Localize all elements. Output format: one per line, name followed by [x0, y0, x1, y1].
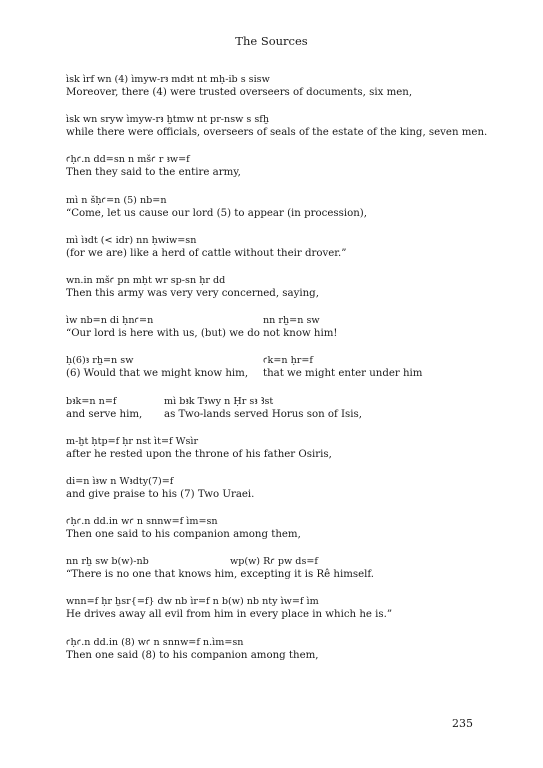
transliteration-line: ꜥḥꜥ.n dd.in wꜥ n snnw=f ìm=sn — [66, 516, 218, 528]
transliteration-line: wnn=f ḥr ḫsr{=f} dw nb ìr=f n b(w) nb nty ìw=f ìm — [66, 596, 319, 608]
transliteration-col-1: bꜣk=n n=f — [66, 395, 117, 407]
page-number: 235 — [452, 717, 473, 730]
translation-line: (for we are) like a herd of cattle without their drover.” — [66, 247, 347, 259]
translation-line: and give praise to his (7) Two Uraei. — [66, 488, 255, 500]
translation-col-2: that we might enter under him — [263, 368, 423, 380]
transliteration-line: wn.in mšꜥ pn mḥt wr sp-sn ḥr dd — [66, 274, 226, 286]
verse-pair — [66, 354, 486, 380]
transliteration-col-1: ḥ(6)ꜣ rḫ=n sw — [66, 355, 134, 367]
transliteration-line: mì n šḥꜥ=n (5) nb=n — [66, 194, 167, 206]
transliteration-line: di=n ìꜣw n Wꜣdty(7)=f — [66, 475, 174, 487]
translation-col-2: as Two-lands served Horus son of Isis, — [164, 408, 363, 420]
verse-pair — [66, 555, 486, 581]
verse-pair — [66, 73, 486, 99]
translation-line — [66, 367, 486, 380]
transliteration-col-1: ìw nb=n di ḥnꜥ=n — [66, 315, 154, 327]
translation-line — [66, 408, 486, 421]
translation-line: “Come, let us cause our lord (5) to appear (in procession), — [66, 207, 367, 219]
verse-pair — [66, 636, 486, 662]
transliteration-col-2: mì bꜣk Tꜣwy n Ḥr sꜣ Ꜣst — [164, 395, 274, 407]
verse-pair — [66, 314, 486, 340]
verse-pair — [66, 475, 486, 501]
transliteration-line: ìsk wn sryw ìmyw-rꜣ ḫtmw nt pr-nsw s sfḫ — [66, 114, 270, 126]
translation-line: while there were officials, overseers of seals of the estate of the king, seven men. — [66, 127, 488, 139]
transliteration-line: mì ìꜣdt (< idr) nn ḥwiw=sn — [66, 234, 197, 246]
verse-pair — [66, 194, 486, 220]
translation-line: “There is no one that knows him, excepting it is Rê himself. — [66, 569, 375, 581]
verse-pair — [66, 395, 486, 421]
translation-line: Then this army was very very concerned, saying, — [66, 287, 319, 299]
verse-pair — [66, 234, 486, 260]
transliteration-line: m-ḫt ḥtp=f ḥr nst ìt=f Wsìr — [66, 435, 199, 447]
translation-line: He drives away all evil from him in every place in which he is.” — [66, 609, 393, 621]
translation-line: Then one said to his companion among them, — [66, 529, 301, 541]
translation-line: Moreover, there (4) were trusted overseers of documents, six men, — [66, 87, 413, 98]
translation-col-1: (6) Would that we might know him, — [66, 368, 249, 380]
transliteration-line — [66, 314, 486, 327]
translation-line: after he rested upon the throne of his father Osiris, — [66, 448, 332, 460]
verse-pair — [66, 595, 486, 621]
text-body — [66, 73, 486, 676]
running-head: The Sources — [235, 34, 308, 48]
translation-col-1: and serve him, — [66, 408, 143, 420]
verse-pair — [66, 153, 486, 179]
transliteration-line — [66, 395, 486, 408]
transliteration-line: ꜥḥꜥ.n dd=sn n mšꜥ r ꜣw=f — [66, 154, 190, 166]
transliteration-line: ìsk ìrf wn (4) ìmyw-rꜣ mdꜣt nt mḥ-ib s sisw — [66, 74, 270, 85]
verse-pair — [66, 274, 486, 300]
verse-pair — [66, 435, 486, 461]
translation-line: Then they said to the entire army, — [66, 167, 241, 179]
verse-pair — [66, 113, 486, 139]
transliteration-line — [66, 555, 486, 568]
transliteration-col-2: ꜥk=n ḥr=f — [263, 355, 313, 367]
translation-line: Then one said (8) to his companion among them, — [66, 649, 319, 661]
translation-line: “Our lord is here with us, (but) we do not know him! — [66, 328, 338, 340]
transliteration-col-2: nn rḫ=n sw — [263, 315, 320, 327]
transliteration-line — [66, 354, 486, 367]
verse-pair — [66, 515, 486, 541]
transliteration-col-2: wp(w) Rꜥ pw ds=f — [230, 556, 318, 568]
transliteration-line: ꜥḥꜥ.n dd.in (8) wꜥ n snnw=f n.ìm=sn — [66, 636, 244, 648]
transliteration-col-1: nn rḫ sw b(w)-nb — [66, 556, 149, 568]
